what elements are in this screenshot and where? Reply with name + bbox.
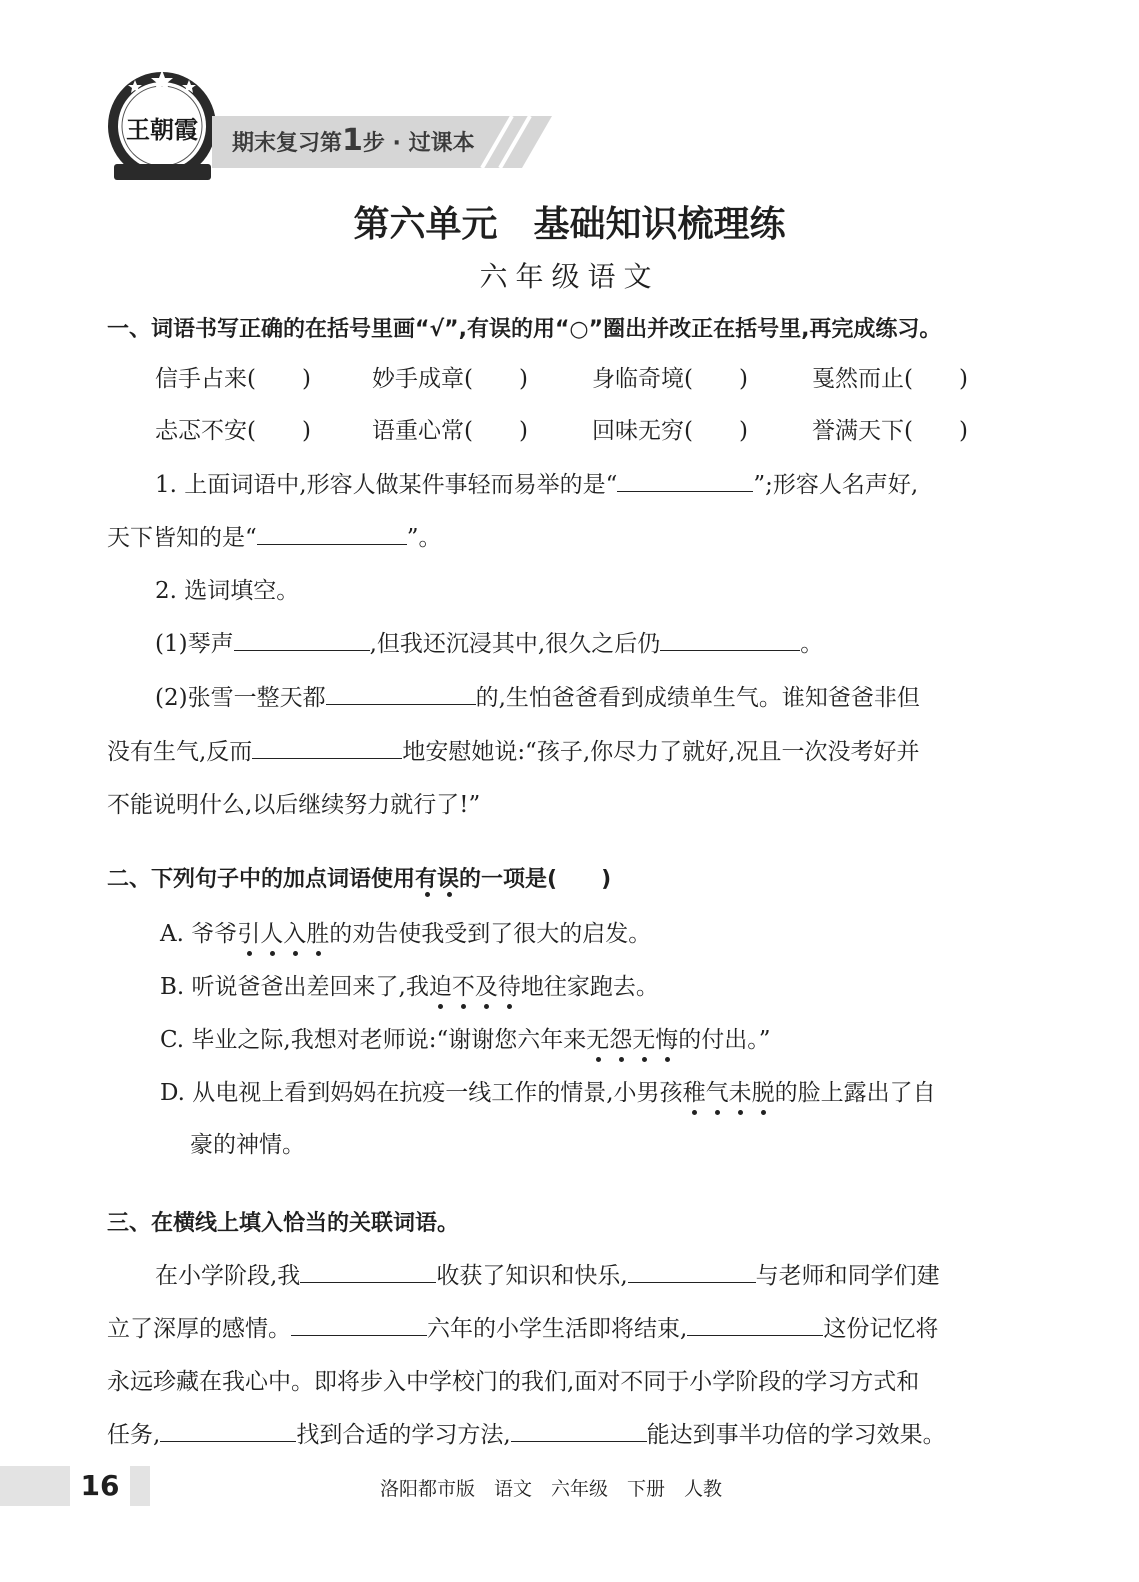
dotted-word: 引 人 入 胜 [237,921,329,947]
emphasis-dot [461,1004,466,1009]
answer-blank[interactable] [300,1260,436,1283]
emphasis-dot [715,1110,720,1115]
word-item: 身临奇境( ) [592,366,748,392]
word-item: 忐忑不安( ) [155,418,311,444]
question-2-label: 2. 选词填空。 [155,578,300,604]
question-text: 没有生气,反而 [107,739,253,765]
passage-line-4 [107,1416,946,1449]
option-d[interactable] [160,1074,936,1107]
question-1-line-2 [107,519,442,552]
section-1-heading: 一、词语书写正确的在括号里画“√”,有误的用“○”圈出并改正在括号里,再完成练习。 [107,317,942,342]
question-text: ,但我还沉浸其中,很久之后仍 [369,631,661,657]
passage-line-3: 永远珍藏在我心中。即将步入中学校门的我们,面对不同于小学阶段的学习方式和 [107,1369,920,1395]
emphasis-dot [642,1057,647,1062]
question-2-1 [155,625,823,658]
emphasis-dot [438,1004,443,1009]
answer-blank[interactable] [660,628,800,651]
question-2-2-line-1 [155,679,920,712]
passage-text: 能达到事半功倍的学习效果。 [646,1422,946,1448]
emphasized-word [415,862,459,893]
answer-blank[interactable] [234,628,370,651]
question-text: ”;形容人名声好, [753,472,919,498]
emphasis-dot [738,1110,743,1115]
banner-suffix: 步 · 过课本 [362,131,475,156]
option-a[interactable] [160,915,651,948]
option-text: D. 从电视上看到妈妈在抗疫一线工作的情景,小男孩 [160,1080,683,1106]
passage-text: 收获了知识和快乐, [436,1263,628,1289]
passage-text: 任务, [107,1422,161,1448]
option-text: 的付出。” [678,1027,771,1053]
passage-text: 找到合适的学习方法, [296,1422,511,1448]
dotted-word: 稚 气 未 脱 [683,1080,775,1106]
emphasis-dot [247,951,252,956]
passage-text: 与老师和同学们建 [755,1263,940,1289]
banner-step-number: 1 [342,123,363,158]
answer-blank[interactable] [252,736,402,759]
option-text: B. 听说爸爸出差回来了,我 [160,974,429,1000]
page-number: 16 [70,1466,130,1506]
answer-blank[interactable] [257,522,407,545]
answer-blank[interactable] [160,1419,296,1442]
emphasis-dot [293,951,298,956]
question-text: 的,生怕爸爸看到成绩单生气。谁知爸爸非但 [475,685,920,711]
emphasis-dot [761,1110,766,1115]
answer-blank[interactable] [628,1260,756,1283]
heading-text: 的一项是( ) [459,867,612,892]
banner-label [232,123,475,158]
heading-text: 二、下列句子中的加点词语使用 [107,867,416,892]
question-1-line-1 [155,466,918,499]
emphasis-dot [270,951,275,956]
emphasis-dot [619,1057,624,1062]
word-item: 誉满天下( ) [812,418,968,444]
question-text: 1. 上面词语中,形容人做某件事轻而易举的是“ [155,472,618,498]
emphasis-dot [692,1110,697,1115]
question-text: 地安慰她说:“孩子,你尽力了就好,况且一次没考好并 [402,739,920,765]
section-2-heading [107,862,611,893]
question-text: 天下皆知的是“ [107,525,257,551]
word-item: 回味无穷( ) [592,418,748,444]
option-text: 的脸上露出了自 [774,1080,936,1106]
answer-blank[interactable] [291,1313,427,1336]
word-item: 妙手成章( ) [372,366,528,392]
question-text: ”。 [406,525,442,551]
question-text: 。 [800,631,824,657]
option-text: 的劝告使我受到了很大的启发。 [329,921,652,947]
question-text: (2)张雪一整天都 [155,685,326,711]
page-title: 第六单元 基础知识梳理练 [353,204,786,245]
emphasis-dot [316,951,321,956]
emphasis-dot [596,1057,601,1062]
edition-info: 洛阳都市版 语文 六年级 下册 人教 [380,1478,723,1500]
passage-line-1 [155,1257,940,1290]
brand-logo [100,66,225,186]
heading-emphasis: 有误 [415,867,460,892]
option-text: A. 爷爷 [160,921,238,947]
page-subtitle: 六年级语文 [479,260,660,293]
emphasis-dot [484,1004,489,1009]
dotted-word: 无 怨 无 悔 [586,1027,678,1053]
answer-blank[interactable] [687,1313,823,1336]
question-2-2-line-2 [107,733,919,766]
word-item: 信手占来( ) [155,366,311,392]
emphasis-dot [665,1057,670,1062]
word-item: 戛然而止( ) [812,366,968,392]
option-text: C. 毕业之际,我想对老师说:“谢谢您六年来 [160,1027,587,1053]
option-text: 地往家跑去。 [520,974,659,1000]
passage-line-2 [107,1310,938,1343]
option-b[interactable] [160,968,659,1001]
answer-blank[interactable] [511,1419,647,1442]
passage-text: 立了深厚的感情。 [107,1316,291,1342]
logo-text: 王朝霞 [126,115,198,144]
emphasis-dot [507,1004,512,1009]
passage-text: 六年的小学生活即将结束, [427,1316,688,1342]
answer-blank[interactable] [617,469,753,492]
answer-blank[interactable] [326,682,476,705]
banner-prefix: 期末复习第 [232,131,343,156]
word-item: 语重心常( ) [372,418,528,444]
question-text: (1)琴声 [155,631,234,657]
question-2-2-line-3: 不能说明什么,以后继续努力就行了!” [107,792,481,818]
passage-text: 在小学阶段,我 [155,1263,301,1289]
option-c[interactable] [160,1021,770,1054]
section-3-heading: 三、在横线上填入恰当的关联词语。 [107,1211,460,1236]
dotted-word: 迫 不 及 待 [429,974,521,1000]
passage-text: 这份记忆将 [823,1316,939,1342]
option-d-continued: 豪的神情。 [190,1132,305,1158]
